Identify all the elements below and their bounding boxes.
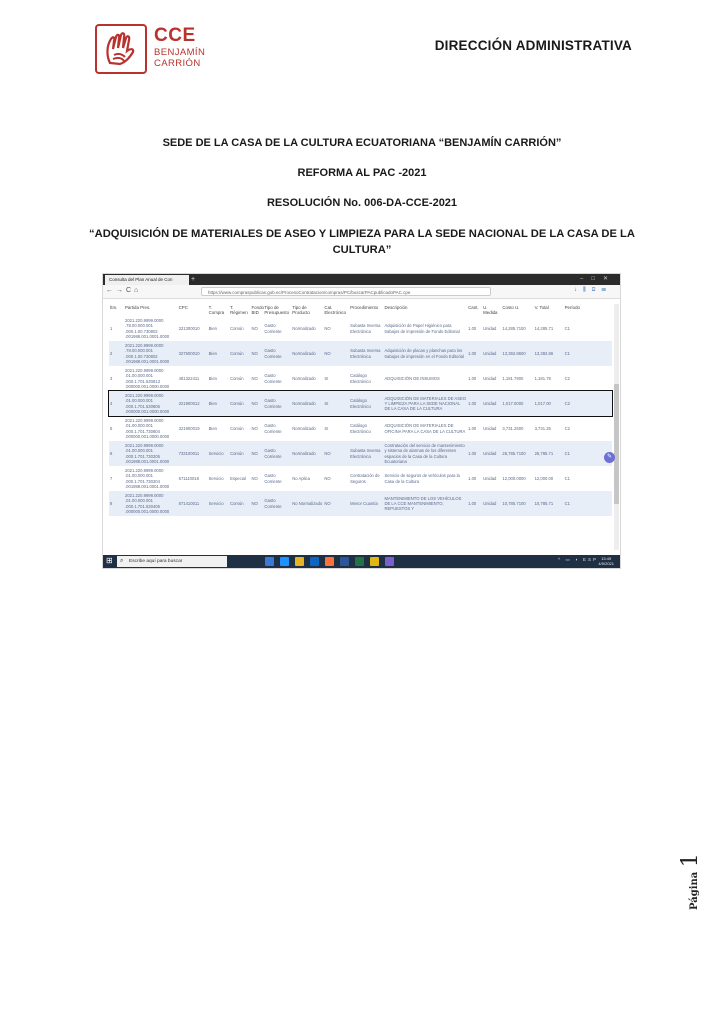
- cell-regimen: Común: [230, 400, 244, 406]
- toolbar-icons: ↓⫼⊡☰: [573, 287, 612, 293]
- cell-bid: NO: [251, 500, 258, 506]
- cell-partida: 2021.220.9999.0000 .78.00.000.001 .000.1.00.730802 .001988.001.0001.0000: [125, 343, 170, 364]
- cell-cant: 1.00: [468, 325, 477, 331]
- cell-producto: Normalizado: [292, 400, 316, 406]
- column-header: Procedimiento: [350, 305, 379, 310]
- table-row-highlighted: [109, 391, 612, 416]
- browser-tab-bar: [103, 274, 620, 285]
- cell-presupuesto: Gasto Corriente: [264, 423, 282, 434]
- cell-desc: Adquisición de Papel Higiénico para trabajos de impresión de Fondo Editorial: [384, 323, 460, 334]
- cell-total: 1,181.79: [534, 375, 551, 381]
- cell-item: 7: [110, 475, 113, 481]
- cell-compra: Bien: [208, 375, 218, 381]
- cell-proc: Subasta Inversa Electrónica: [350, 348, 381, 359]
- cell-unidad: Unidad: [483, 425, 497, 431]
- page-number: [678, 853, 703, 910]
- page-number-value: 1: [678, 853, 703, 868]
- cell-periodo: C2: [564, 375, 570, 381]
- table-row: [109, 366, 612, 391]
- taskbar-search: [117, 556, 227, 567]
- cell-proc: Contratación de Seguros: [350, 473, 380, 484]
- cell-cant: 1.00: [468, 450, 477, 456]
- cell-desc: MANTENIMIENTO DE LOS VEHÍCULOS DE LA CCE MANTENIMIENTO, REPUESTOS Y: [384, 495, 462, 512]
- cell-cpc: 871410011: [178, 500, 200, 506]
- taskbar-clock: [598, 556, 614, 566]
- cell-cat: SI: [324, 400, 329, 406]
- column-header: T. Régimen: [230, 305, 248, 315]
- brand-block: [154, 26, 205, 68]
- cell-partida: 2021.220.9999.0000 .01.00.000.001 .000.1.701.530405 .000000.001.0000.0000: [125, 493, 170, 514]
- cell-regimen: Común: [230, 350, 244, 356]
- cell-producto: Normalizado: [292, 425, 316, 431]
- browser-tab: Consulta del Plan Anual de Con: [105, 275, 189, 285]
- cell-periodo: C1: [564, 450, 570, 456]
- cell-proc: Catálogo Electrónico: [350, 398, 371, 409]
- cell-costo: 3,731.2500: [502, 425, 524, 431]
- table-row: [109, 416, 612, 441]
- brand-line-1: BENJAMÍN: [154, 47, 206, 58]
- cell-bid: NO: [251, 375, 258, 381]
- cell-partida: 2021.220.9999.0000 .01.00.000.001 .000.1.701.730205 .001988.001.0001.0000: [125, 443, 170, 464]
- column-header: T. Compra: [208, 305, 225, 315]
- cell-unidad: Unidad: [483, 375, 497, 381]
- cell-periodo: C1: [564, 500, 570, 506]
- cell-cpc: 321300010: [178, 325, 200, 331]
- cell-cpc: 327500010: [178, 350, 200, 356]
- cell-costo: 13,392.8600: [502, 350, 526, 356]
- chat-icon: ✎: [604, 452, 615, 463]
- column-header: Costo U.: [502, 305, 520, 310]
- cell-cant: 1.00: [468, 425, 477, 431]
- cell-compra: Bien: [208, 325, 218, 331]
- cell-partida: 2021.220.9999.0000 .01.00.000.001 .000.1.701.530805 .000000.001.0000.0000: [125, 393, 170, 414]
- cell-desc: Adquisición de placas y planchas para los trabajos de impresión en el Fondo Editorial: [384, 348, 465, 359]
- url-bar: https://www.compraspublicas.gob.ec/ProcesoContratacion/compras/PC/buscarPACpublicadoPAC.cpe: [201, 287, 491, 296]
- cell-bid: NO: [251, 425, 258, 431]
- cell-periodo: C2: [564, 425, 570, 431]
- cell-compra: Servicio: [208, 450, 224, 456]
- cell-cpc: 733100011: [178, 450, 200, 456]
- column-header: Tipo de Producto: [292, 305, 310, 315]
- cell-proc: Subasta Inversa Electrónica: [350, 323, 381, 334]
- cell-proc: Subasta Inversa Electrónica: [350, 448, 381, 459]
- institution-title: SEDE DE LA CASA DE LA CULTURA ECUATORIANA “BENJAMÍN CARRIÓN”: [162, 137, 562, 149]
- cell-partida: 2021.220.9999.0000 .78.00.000.001 .000.1.00.730802 .001988.001.0001.0000: [125, 318, 170, 339]
- cell-total: 14,285.71: [534, 325, 554, 331]
- cell-producto: Normalizado: [292, 325, 316, 331]
- chrome-icon: [370, 557, 379, 566]
- taskbar-app-icons: [265, 557, 394, 566]
- cell-desc: ADQUISICIÓN DE INSUMOS: [384, 375, 440, 381]
- cell-producto: Normalizado: [292, 450, 316, 456]
- app-icon: [385, 557, 394, 566]
- cell-cat: NO: [324, 500, 331, 506]
- cell-unidad: Unidad: [483, 450, 497, 456]
- cell-unidad: Unidad: [483, 475, 497, 481]
- cell-costo: 10,785.7100: [502, 500, 526, 506]
- cell-bid: NO: [251, 400, 258, 406]
- cell-cant: 1.00: [468, 400, 477, 406]
- cell-cat: NO: [324, 450, 331, 456]
- excel-icon: [355, 557, 364, 566]
- cell-item: 1: [110, 325, 113, 331]
- column-header: Tipo de Presupuesto: [264, 305, 290, 315]
- cell-desc: Contratación del servicio de mantenimiento y sistema de alarmas de los diferentes espacios de la Casa de la Cultura Ecuatoriana: [384, 443, 465, 464]
- cell-cpc: 321900019: [178, 425, 200, 431]
- cell-regimen: Común: [230, 425, 244, 431]
- column-header: Ítm.: [110, 305, 118, 310]
- table-row: [109, 441, 612, 466]
- cell-proc: Menor Cuantía: [350, 500, 378, 506]
- clock-date: 4/5/2021: [598, 561, 614, 566]
- cell-item: 5: [110, 425, 113, 431]
- cell-periodo: C1: [564, 350, 570, 356]
- resolution-title: RESOLUCIÓN No. 006-DA-CCE-2021: [266, 197, 458, 209]
- column-header: Período: [564, 305, 580, 310]
- cell-unidad: Unidad: [483, 500, 497, 506]
- table-row: [109, 316, 612, 341]
- firefox-icon: [325, 557, 334, 566]
- cell-compra: Servicio: [208, 475, 224, 481]
- cell-regimen: Común: [230, 450, 244, 456]
- cce-logo: [95, 24, 147, 74]
- cell-bid: NO: [251, 450, 258, 456]
- column-header: Fondo BID: [251, 305, 264, 315]
- cell-presupuesto: Gasto Corriente: [264, 323, 282, 334]
- cell-periodo: C2: [564, 400, 570, 406]
- cell-periodo: C1: [564, 475, 570, 481]
- brand-line-2: CARRIÓN: [154, 57, 201, 69]
- cell-cpc: 481322411: [178, 375, 200, 381]
- table-row: [109, 466, 612, 491]
- pac-table: [109, 304, 612, 516]
- cell-cant: 1.00: [468, 500, 477, 506]
- cell-total: 10,785.71: [534, 500, 554, 506]
- new-tab-icon: +: [191, 276, 196, 283]
- word-icon: [340, 557, 349, 566]
- cell-proc: Catálogo Electrónico: [350, 373, 371, 384]
- windows-taskbar: [103, 555, 620, 568]
- cell-desc: ADQUISICIÓN DE MATERIALES DE ASEO Y LIMPIEZA PARA LA SEDE NACIONAL DE LA CASA DE LA CULTURA: [384, 395, 467, 412]
- cell-total: 12,000.00: [534, 475, 554, 481]
- cell-desc: ADQUISICIÓN DE MATERIALES DE OFICINA PARA LA CASA DE LA CULTURA: [384, 423, 466, 434]
- cell-cat: SI: [324, 425, 329, 431]
- cell-producto: No Aplica: [292, 475, 310, 481]
- taskbar-search-label: Escribe aquí para buscar: [129, 559, 183, 564]
- reform-title: REFORMA AL PAC -2021: [297, 167, 427, 179]
- cell-item: 2: [110, 350, 113, 356]
- folder-icon: [295, 557, 304, 566]
- cell-total: 26,785.71: [534, 450, 554, 456]
- cell-partida: 2021.220.9999.0000 .01.00.000.001 .000.1.701.530813 .000000.001.0000.0000: [125, 368, 170, 389]
- cell-cat: NO: [324, 350, 331, 356]
- cell-compra: Servicio: [208, 500, 224, 506]
- cell-bid: NO: [251, 325, 258, 331]
- cell-presupuesto: Gasto Corriente: [264, 498, 282, 509]
- column-header: Cant.: [468, 305, 479, 310]
- embedded-browser-screenshot: [103, 274, 620, 568]
- cell-compra: Bien: [208, 350, 218, 356]
- system-tray: ^ ▭ ◗ ESP: [558, 557, 598, 562]
- cell-producto: Normalizado: [292, 350, 316, 356]
- cell-bid: NO: [251, 350, 258, 356]
- cell-cant: 1.00: [468, 350, 477, 356]
- cell-unidad: Unidad: [483, 400, 497, 406]
- cell-presupuesto: Gasto Corriente: [264, 373, 282, 384]
- cell-cpc: 671110018: [178, 475, 199, 481]
- cell-cant: 1.00: [468, 375, 477, 381]
- cell-producto: No Normalizado: [292, 500, 323, 506]
- mail-icon: [310, 557, 319, 566]
- cell-unidad: Unidad: [483, 350, 497, 356]
- tray-language: ESP: [582, 557, 598, 562]
- cell-cant: 1.00: [468, 475, 477, 481]
- scrollbar-thumb: [614, 384, 619, 504]
- browser-nav-bar: [103, 285, 620, 299]
- cell-costo: 1,181.7900: [502, 375, 524, 381]
- cell-bid: NO: [251, 475, 258, 481]
- page-label: Página: [689, 871, 700, 910]
- cell-costo: 1,017.0000: [502, 400, 524, 406]
- cell-proc: Catálogo Electrónico: [350, 423, 371, 434]
- windows-start-icon: ⊞: [106, 556, 113, 565]
- cell-partida: 2021.220.9999.0000 .01.00.000.001 .000.1.701.730804 .000000.001.0000.0000: [125, 418, 170, 439]
- cell-presupuesto: Gasto Corriente: [264, 473, 282, 484]
- cell-partida: 2021.220.9999.0000 .01.00.000.001 .000.1.701.730204 .001988.001.0001.0000: [125, 468, 170, 489]
- cell-costo: 26,785.7100: [502, 450, 526, 456]
- cell-costo: 14,285.7100: [502, 325, 526, 331]
- cell-total: 1,017.00: [534, 400, 551, 406]
- nav-buttons-icon: ←→C⌂: [106, 287, 142, 294]
- cell-cpc: 321900012: [178, 400, 200, 406]
- cortana-icon: [265, 557, 274, 566]
- subject-title: “ADQUISICIÓN DE MATERIALES DE ASEO Y LIMPIEZA PARA LA SEDE NACIONAL DE LA CASA DE LA CULTURA”: [89, 228, 635, 256]
- cell-producto: Normalizado: [292, 375, 316, 381]
- cell-regimen: Común: [230, 500, 244, 506]
- column-header: V. Total: [534, 305, 549, 310]
- cell-presupuesto: Gasto Corriente: [264, 348, 282, 359]
- cell-total: 3,731.25: [534, 425, 551, 431]
- column-header: Cat. Electrónico: [324, 305, 347, 315]
- edge-icon: [280, 557, 289, 566]
- table-row: [109, 341, 612, 366]
- search-icon: ⌕: [120, 558, 124, 564]
- cell-compra: Bien: [208, 400, 218, 406]
- brand-acronym: CCE: [154, 25, 196, 46]
- department-title: DIRECCIÓN ADMINISTRATIVA: [434, 38, 632, 53]
- cell-periodo: C1: [564, 325, 570, 331]
- window-controls: –□✕: [580, 276, 616, 282]
- column-header: U. Medida: [483, 305, 498, 315]
- logo-hand-icon: [100, 29, 142, 69]
- column-header: Partida Pres.: [125, 305, 151, 310]
- table-row: [109, 491, 612, 516]
- cell-presupuesto: Gasto Corriente: [264, 398, 282, 409]
- cell-item: 8: [110, 500, 113, 506]
- cell-total: 13,392.86: [534, 350, 554, 356]
- cell-compra: Bien: [208, 425, 218, 431]
- cell-cat: NO: [324, 325, 331, 331]
- table-header-row: [109, 304, 612, 316]
- cell-item: 6: [110, 450, 113, 456]
- pac-table-wrap: [109, 304, 612, 516]
- cell-item: 3: [110, 375, 113, 381]
- cell-desc: Servicio de seguros de vehículos para la Casa de la Cultura: [384, 473, 460, 484]
- clock-time: 13:49: [601, 556, 612, 561]
- cell-regimen: Especial: [230, 475, 246, 481]
- cell-presupuesto: Gasto Corriente: [264, 448, 282, 459]
- column-header: Descripción: [384, 305, 408, 310]
- column-header: CPC: [178, 305, 188, 310]
- cell-cat: NO: [324, 475, 331, 481]
- cell-regimen: Común: [230, 375, 244, 381]
- cell-unidad: Unidad: [483, 325, 497, 331]
- cell-cat: SI: [324, 375, 329, 381]
- cell-item: 4: [110, 400, 113, 406]
- cell-regimen: Común: [230, 325, 244, 331]
- cell-costo: 12,000.0000: [502, 475, 526, 481]
